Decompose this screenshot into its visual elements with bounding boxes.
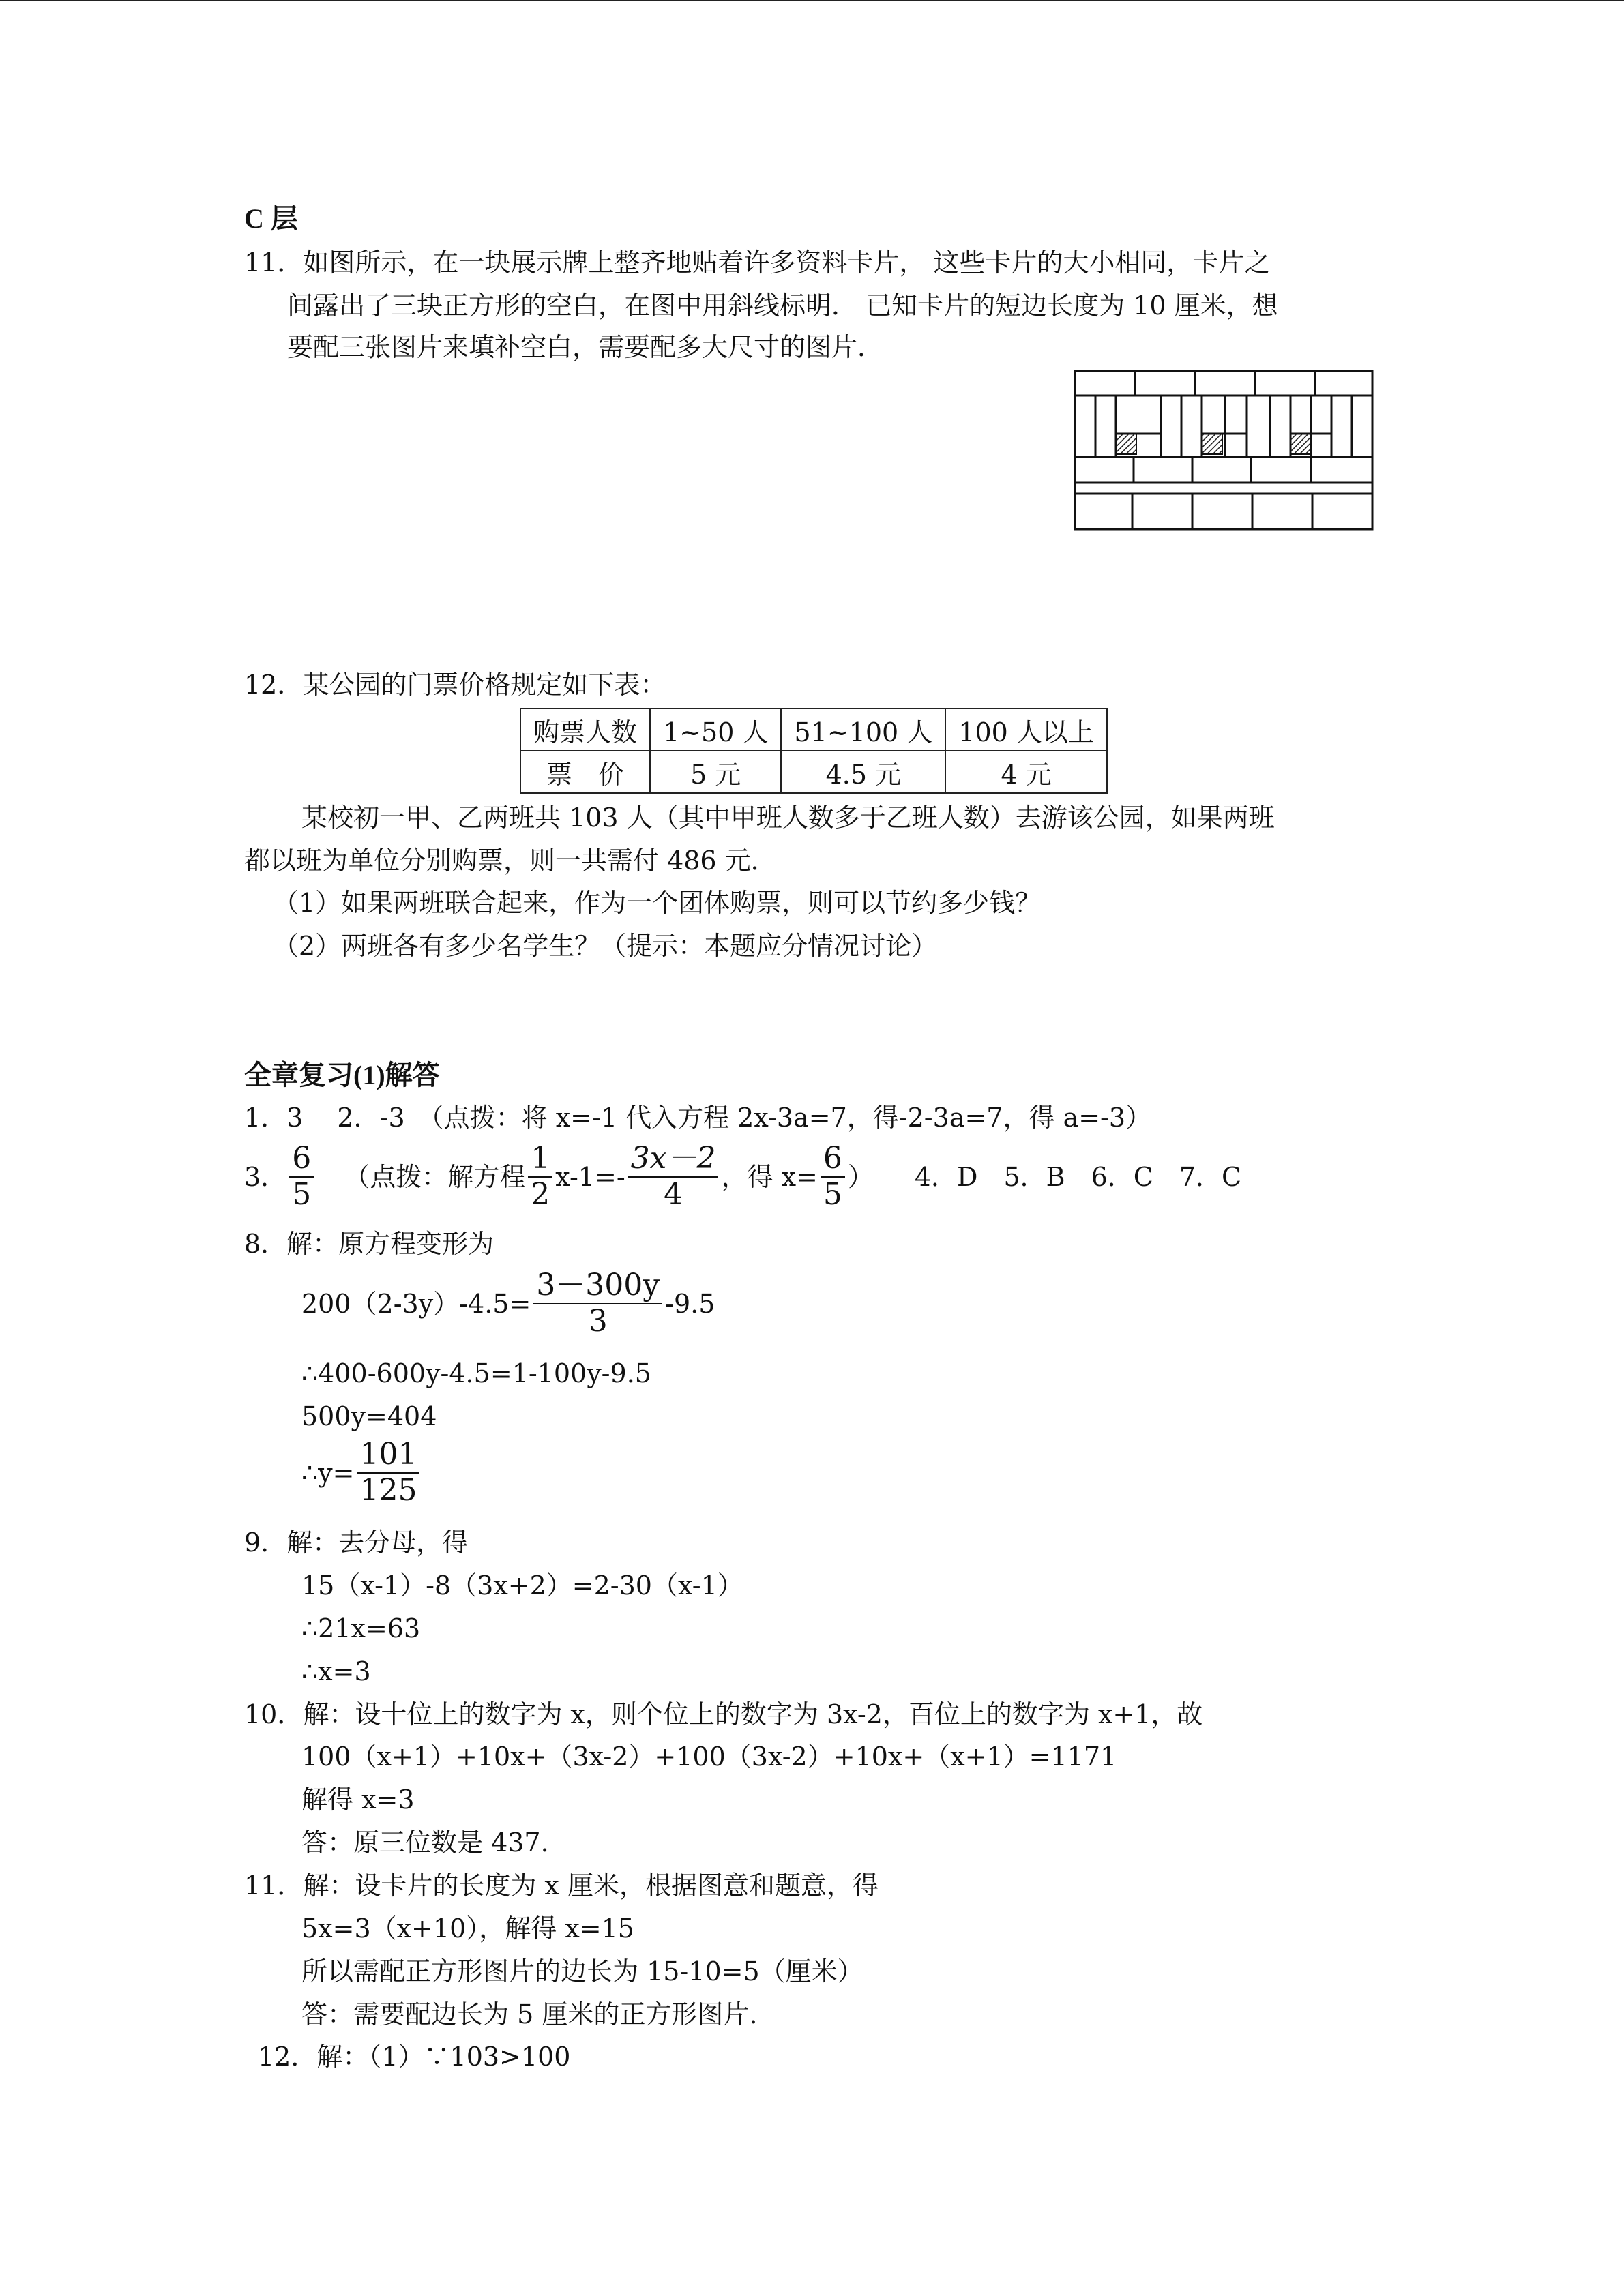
- answer-8-eq-end: -9.5: [665, 1288, 715, 1319]
- q11-line-1: 11．如图所示，在一块展示牌上整齐地贴着许多资料卡片， 这些卡片的大小相同，卡片之: [244, 248, 1271, 278]
- answer-11-line-4: 答：需要配边长为 5 厘米的正方形图片.: [301, 1999, 758, 2029]
- fraction: $\frac{3-300y}{3}$: [533, 1268, 662, 1339]
- answer-3-end: ）: [847, 1161, 874, 1192]
- q12-para-2: 都以班为单位分别购票，则一共需付 486 元．: [244, 846, 777, 876]
- q12-intro: 12．某公园的门票价格规定如下表：: [244, 670, 666, 700]
- answer-12-line-1: 12．解：（1）∵103>100: [258, 2042, 571, 2072]
- table-header-cell: 51~100 人: [781, 709, 945, 751]
- q11-line-3: 要配三张图片来填补空白，需要配多大尺寸的图片．: [287, 332, 884, 362]
- answer-10-line-3: 解得 x=3: [301, 1785, 415, 1815]
- table-cell: 5 元: [650, 751, 781, 793]
- answer-8-result-start: ∴y=: [301, 1457, 355, 1488]
- answer-11-line-2: 5x=3（x+10），解得 x=15: [301, 1913, 634, 1943]
- fraction: $\frac{1}{2}$: [528, 1142, 552, 1212]
- answer-10-line-2: 100（x+1）+10x+（3x-2）+100（3x-2）+10x+（x+1）=1171: [301, 1742, 1117, 1772]
- fraction: $\frac{6}{5}$: [289, 1142, 314, 1212]
- answer-10-line-4: 答：原三位数是 437.: [301, 1828, 549, 1858]
- page-top-border: [0, 0, 1624, 1]
- fraction: $\frac{3x-2}{4}$: [628, 1142, 719, 1212]
- answer-8-line-3: ∴400-600y-4.5=1-100y-9.5: [301, 1358, 651, 1388]
- answer-3-line: [244, 1142, 1241, 1212]
- fraction: $\frac{101}{125}$: [357, 1437, 419, 1508]
- answer-3-mid2: ，得 x=: [721, 1161, 818, 1192]
- answer-10-line-1: 10．解：设十位上的数字为 x，则个位上的数字为 3x-2，百位上的数字为 x+1，故: [244, 1699, 1203, 1729]
- section-c-heading: C 层: [244, 203, 298, 234]
- answer-9-line-3: ∴21x=63: [301, 1613, 421, 1643]
- answer-11-line-3: 所以需配正方形图片的边长为 15-10=5（厘米）: [301, 1956, 863, 1986]
- ticket-price-table: [520, 708, 1108, 794]
- answer-3-mid: x-1=-: [555, 1161, 625, 1192]
- table-header-cell: 100 人以上: [945, 709, 1107, 751]
- q11-line-2: 间露出了三块正方形的空白，在图中用斜线标明． 已知卡片的短边长度为 10 厘米，想: [287, 290, 1278, 320]
- answer-9-line-1: 9．解：去分母，得: [244, 1527, 469, 1557]
- answer-9-line-4: ∴x=3: [301, 1656, 371, 1686]
- answers-4-7: 4．D 5．B 6．C 7．C: [914, 1161, 1242, 1192]
- answer-3-label: 3．: [244, 1161, 287, 1192]
- table-header-cell: 购票人数: [520, 709, 650, 751]
- table-row: [520, 751, 1107, 793]
- answer-9-line-2: 15（x-1）-8（3x+2）=2-30（x-1）: [301, 1570, 743, 1600]
- q12-sub-1: （1）如果两班联合起来，作为一个团体购票，则可以节约多少钱？: [273, 888, 1042, 918]
- q12-sub-2: （2）两班各有多少名学生？（提示：本题应分情况讨论）: [273, 931, 938, 961]
- card-wall-figure: [1072, 368, 1376, 532]
- q12-para-1: 某校初一甲、乙两班共 103 人（其中甲班人数多于乙班人数）去游该公园，如果两班: [301, 803, 1275, 833]
- table-cell: 4 元: [945, 751, 1107, 793]
- answer-8-line-1: 8．解：原方程变形为: [244, 1229, 494, 1259]
- hatched-square-3: [1290, 434, 1311, 454]
- fraction: $\frac{6}{5}$: [821, 1142, 845, 1212]
- table-row: [520, 709, 1107, 751]
- answer-8-eq-start: 200（2-3y）-4.5=: [301, 1288, 531, 1319]
- answer-8-line-4: 500y=404: [301, 1401, 437, 1431]
- hatched-square-2: [1202, 434, 1222, 454]
- answer-3-hint-start: （点拨：解方程: [344, 1161, 526, 1192]
- answers-heading: 全章复习(1)解答: [244, 1060, 440, 1090]
- answer-1-2: 1．3 2．-3 （点拨：将 x=-1 代入方程 2x-3a=7，得-2-3a=7，得 a=-3）: [244, 1103, 1152, 1133]
- answer-11-line-1: 11．解：设卡片的长度为 x 厘米，根据图意和题意，得: [244, 1870, 879, 1900]
- table-header-cell: 1~50 人: [650, 709, 781, 751]
- table-cell: 4.5 元: [781, 751, 945, 793]
- hatched-square-1: [1116, 434, 1136, 454]
- table-cell: 票 价: [520, 751, 650, 793]
- answer-8-line-2: [301, 1268, 715, 1339]
- answer-8-line-5: [301, 1437, 422, 1508]
